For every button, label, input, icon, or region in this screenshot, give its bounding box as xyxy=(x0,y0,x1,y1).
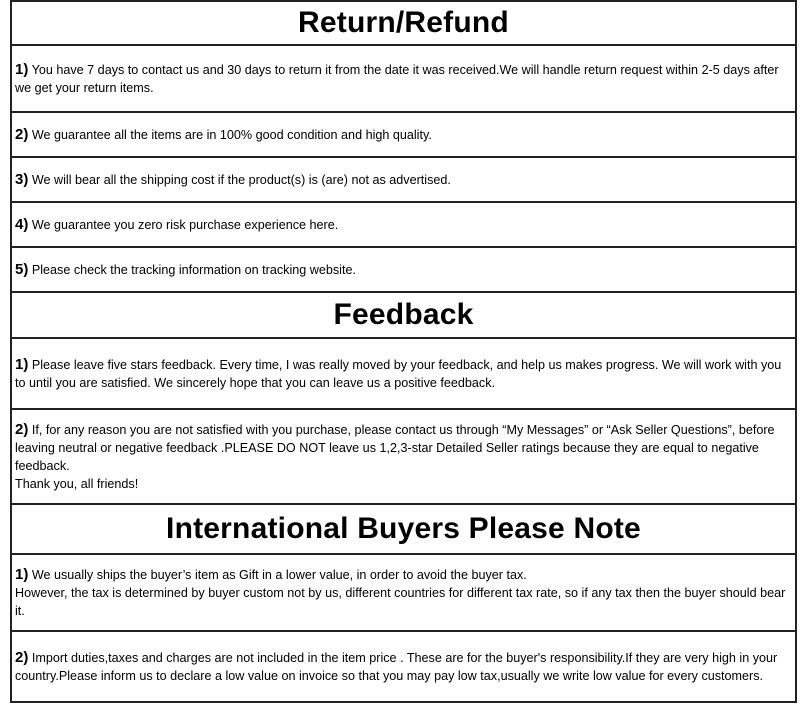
item-number: 4) xyxy=(15,215,29,233)
item-number: 5) xyxy=(15,260,29,278)
feedback-title: Feedback xyxy=(333,298,474,331)
item-text: Import duties,taxes and charges are not included in the item price . These are for the buyer's responsibility.If they are very high in your country.Please inform us to declare a low value on invoice so that you may pay low tax,usually we write low value for every customers. xyxy=(15,650,778,683)
return-refund-heading xyxy=(10,0,797,46)
item-number: 1) xyxy=(15,565,29,583)
international-title: International Buyers Please Note xyxy=(166,512,641,545)
return-item-1 xyxy=(10,44,797,113)
intl-item-2 xyxy=(10,630,797,703)
item-text: If, for any reason you are not satisfied with you purchase, please contact us through “My Messages” or “Ask Seller Questions”, before leaving neutral or negative feedback .PLEASE DO NOT leave us 1,2,3-star Detailed Seller ratings because they are equal to negative feedback. xyxy=(15,422,775,473)
feedback-item-1 xyxy=(10,337,797,410)
return-item-5 xyxy=(10,246,797,293)
international-heading xyxy=(10,503,797,555)
item-text: We will bear all the shipping cost if the product(s) is (are) not as advertised. xyxy=(31,172,451,187)
feedback-item-2 xyxy=(10,408,797,505)
item-extra-text: However, the tax is determined by buyer custom not by us, different countries for different tax rate, so if any tax then the buyer should bear it. xyxy=(15,585,786,618)
item-number: 2) xyxy=(15,648,29,666)
item-number: 1) xyxy=(15,60,29,78)
item-text: Please check the tracking information on tracking website. xyxy=(31,262,356,277)
item-text: Please leave five stars feedback. Every time, I was really moved by your feedback, and help us makes progress. We will work with you to until you are satisfied. We sincerely hope that you can leave us a positive feedback. xyxy=(15,357,782,390)
return-refund-title: Return/Refund xyxy=(298,6,509,39)
item-text: You have 7 days to contact us and 30 days to return it from the date it was received.We will handle return request within 2-5 days after we get your return items. xyxy=(15,62,779,95)
item-extra-text: Thank you, all friends! xyxy=(15,476,139,491)
item-text: We usually ships the buyer’s item as Gift in a lower value, in order to avoid the buyer tax. xyxy=(31,567,527,582)
item-number: 3) xyxy=(15,170,29,188)
item-number: 1) xyxy=(15,355,29,373)
item-text: We guarantee all the items are in 100% good condition and high quality. xyxy=(31,127,432,142)
return-item-4 xyxy=(10,201,797,248)
item-text: We guarantee you zero risk purchase experience here. xyxy=(31,217,339,232)
return-item-2 xyxy=(10,111,797,158)
item-number: 2) xyxy=(15,420,29,438)
return-item-3 xyxy=(10,156,797,203)
item-number: 2) xyxy=(15,125,29,143)
feedback-heading xyxy=(10,291,797,339)
intl-item-1 xyxy=(10,553,797,632)
